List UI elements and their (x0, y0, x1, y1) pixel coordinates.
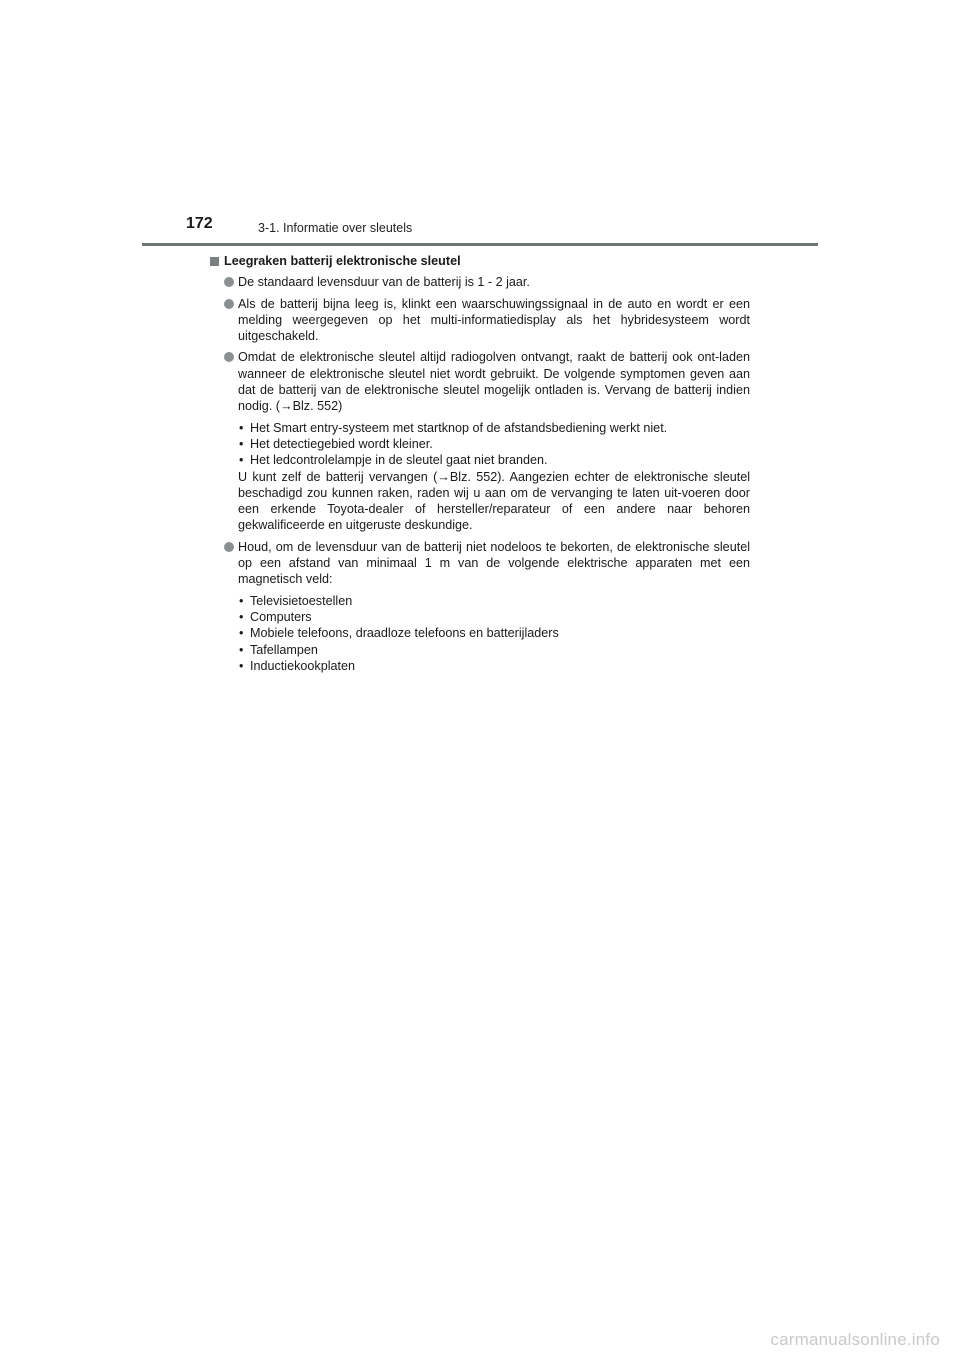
symptom-list (238, 420, 750, 469)
page-number: 172 (186, 215, 213, 232)
circle-bullet-icon (224, 277, 234, 287)
list-item-text: De standaard levensduur van de batterij is 1 - 2 jaar. (238, 275, 530, 290)
sub-list-item: • Televisietoestellen (238, 593, 750, 609)
circle-bullet-icon (224, 352, 234, 362)
header-divider (142, 243, 818, 246)
page-content (210, 253, 750, 679)
circle-bullet-icon (224, 542, 234, 552)
sub-list-item: • Het ledcontrolelampje in de sleutel gaat niet branden. (238, 452, 750, 468)
circle-bullet-icon (224, 299, 234, 309)
watermark: carmanualsonline.info (770, 1330, 940, 1349)
list-item-text: Als de batterij bijna leeg is, klinkt een waarschuwingssignaal in de auto en wordt er een melding weergegeven op het multi-informatiedisplay als het hybridesysteem wordt uitgeschakeld. (238, 296, 750, 344)
list-item (210, 349, 750, 533)
list-item-text: Houd, om de levensduur van de batterij niet nodeloos te bekorten, de elektronische sleutel op een afstand van minimaal 1 m van de volgende elektrische apparaten met een magnetisch veld: (238, 539, 750, 587)
section-heading-text: Leegraken batterij elektronische sleutel (224, 254, 461, 268)
sub-list-item: • Mobiele telefoons, draadloze telefoons en batterijladers (238, 625, 750, 641)
section-title: 3-1. Informatie over sleutels (258, 221, 413, 235)
list-item-text: Omdat de elektronische sleutel altijd radiogolven ontvangt, raakt de batterij ook ont-laden wanneer de elektronische sleutel niet wordt gebruikt. De volgende symptomen geven aan dat de batterij van de elektronische sleutel mogelijk ontladen is. Vervang de batterij indien nodig. (→Blz. 552) (238, 350, 750, 414)
page-header (0, 0, 960, 250)
sub-list-item: • Inductiekookplaten (238, 658, 750, 674)
square-bullet-icon (210, 257, 219, 266)
sub-list-item: • Het detectiegebied wordt kleiner. (238, 436, 750, 452)
sub-list-item: • Computers (238, 609, 750, 625)
section-heading (210, 253, 750, 269)
sub-list-item: • Tafellampen (238, 642, 750, 658)
list-item (210, 539, 750, 674)
appliance-list (238, 593, 750, 674)
replacement-note: U kunt zelf de batterij vervangen (→Blz. 552). Aangezien echter de elektronische sleutel beschadigd zou kunnen raken, raden wij u aan om de vervanging te laten uit-voeren door een erkende Toyota-dealer of hersteller/reparateur of een andere naar behoren gekwalificeerde en uitgeruste deskundige. (238, 469, 750, 533)
sub-list-item: • Het Smart entry-systeem met startknop of de afstandsbediening werkt niet. (238, 420, 750, 436)
list-item (210, 296, 750, 345)
list-item (210, 274, 750, 290)
